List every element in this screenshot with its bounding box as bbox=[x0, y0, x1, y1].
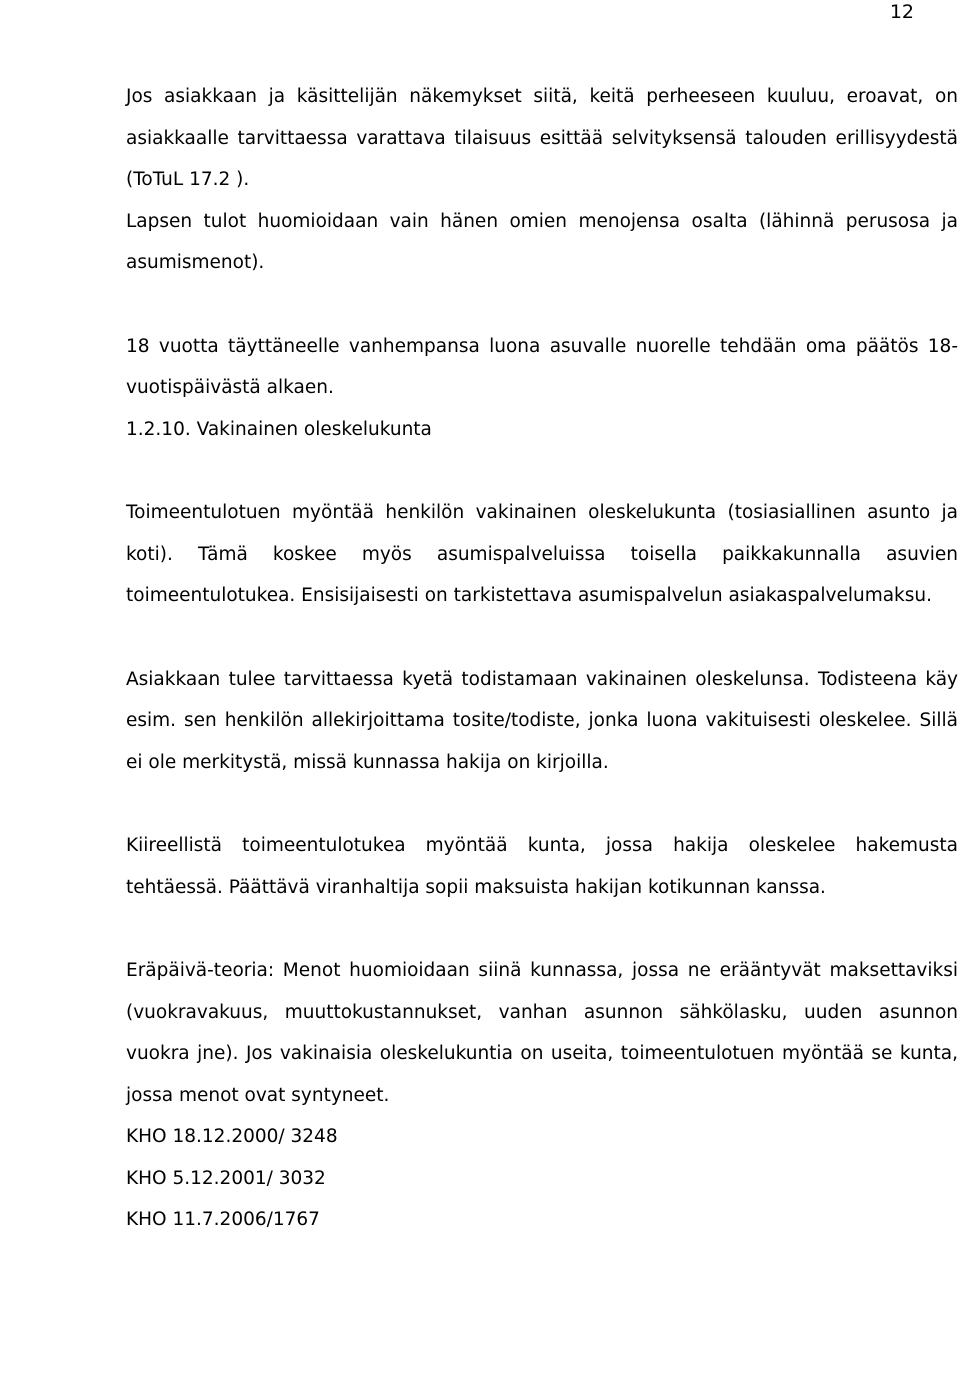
court-reference: KHO 11.7.2006/1767 bbox=[126, 1209, 320, 1230]
paragraph-urgent-support: Kiireellistä toimeentulotukea myöntää kunta, jossa hakija oleskelee hakemusta tehtäessä. Päättävä viranhaltija sopii maksuista hakijan kotikunnan kanssa. bbox=[126, 835, 958, 898]
paragraph-18-year-old: 18 vuotta täyttäneelle vanhempansa luona asuvalle nuorelle tehdään oma päätös 18-vuotispäivästä alkaen. bbox=[126, 335, 958, 398]
court-reference: KHO 18.12.2000/ 3248 bbox=[126, 1126, 338, 1147]
court-reference: KHO 5.12.2001/ 3032 bbox=[126, 1167, 326, 1189]
court-references bbox=[126, 1116, 958, 1241]
paragraph-due-date-theory: Eräpäivä-teoria: Menot huomioidaan siinä kunnassa, jossa ne erääntyvät maksettaviksi (vuokravakuus, muuttokustannukset, vanhan asunnon sähkölasku, uuden asunnon vuokra jne). Jos vakinaisia oleskelukuntia on useita, toimeentulotuen myöntää se kunta, jossa menot ovat syntyneet. bbox=[126, 960, 958, 1106]
paragraph-child-income: Lapsen tulot huomioidaan vain hänen omien menojensa osalta (lähinnä perusosa ja asumismenot). bbox=[126, 210, 958, 273]
paragraph-permanent-residence: Toimeentulotuen myöntää henkilön vakinainen oleskelukunta (tosiasiallinen asunto ja koti). Tämä koskee myös asumispalveluissa toisella paikkakunnalla asuvien toimeentulotukea. Ensisijaisesti on tarkistettava asumispalvelun asiakaspalvelumaksu. bbox=[126, 502, 958, 606]
page-number: 12 bbox=[889, 1, 914, 23]
paragraph-proof-of-residence: Asiakkaan tulee tarvittaessa kyetä todistamaan vakinainen oleskelunsa. Todisteena käy esim. sen henkilön allekirjoittama tosite/todiste, jonka luona vakituisesti oleskelee. Sillä ei ole merkitystä, missä kunnassa hakija on kirjoilla. bbox=[126, 668, 958, 773]
document-body bbox=[126, 76, 958, 1241]
section-heading: 1.2.10. Vakinainen oleskelukunta bbox=[126, 418, 432, 440]
paragraph-family-views: Jos asiakkaan ja käsittelijän näkemykset siitä, keitä perheeseen kuuluu, eroavat, on asiakkaalle tarvittaessa varattava tilaisuus esittää selvityksensä talouden erillisyydestä (ToTuL 17.2 ). bbox=[126, 86, 958, 190]
